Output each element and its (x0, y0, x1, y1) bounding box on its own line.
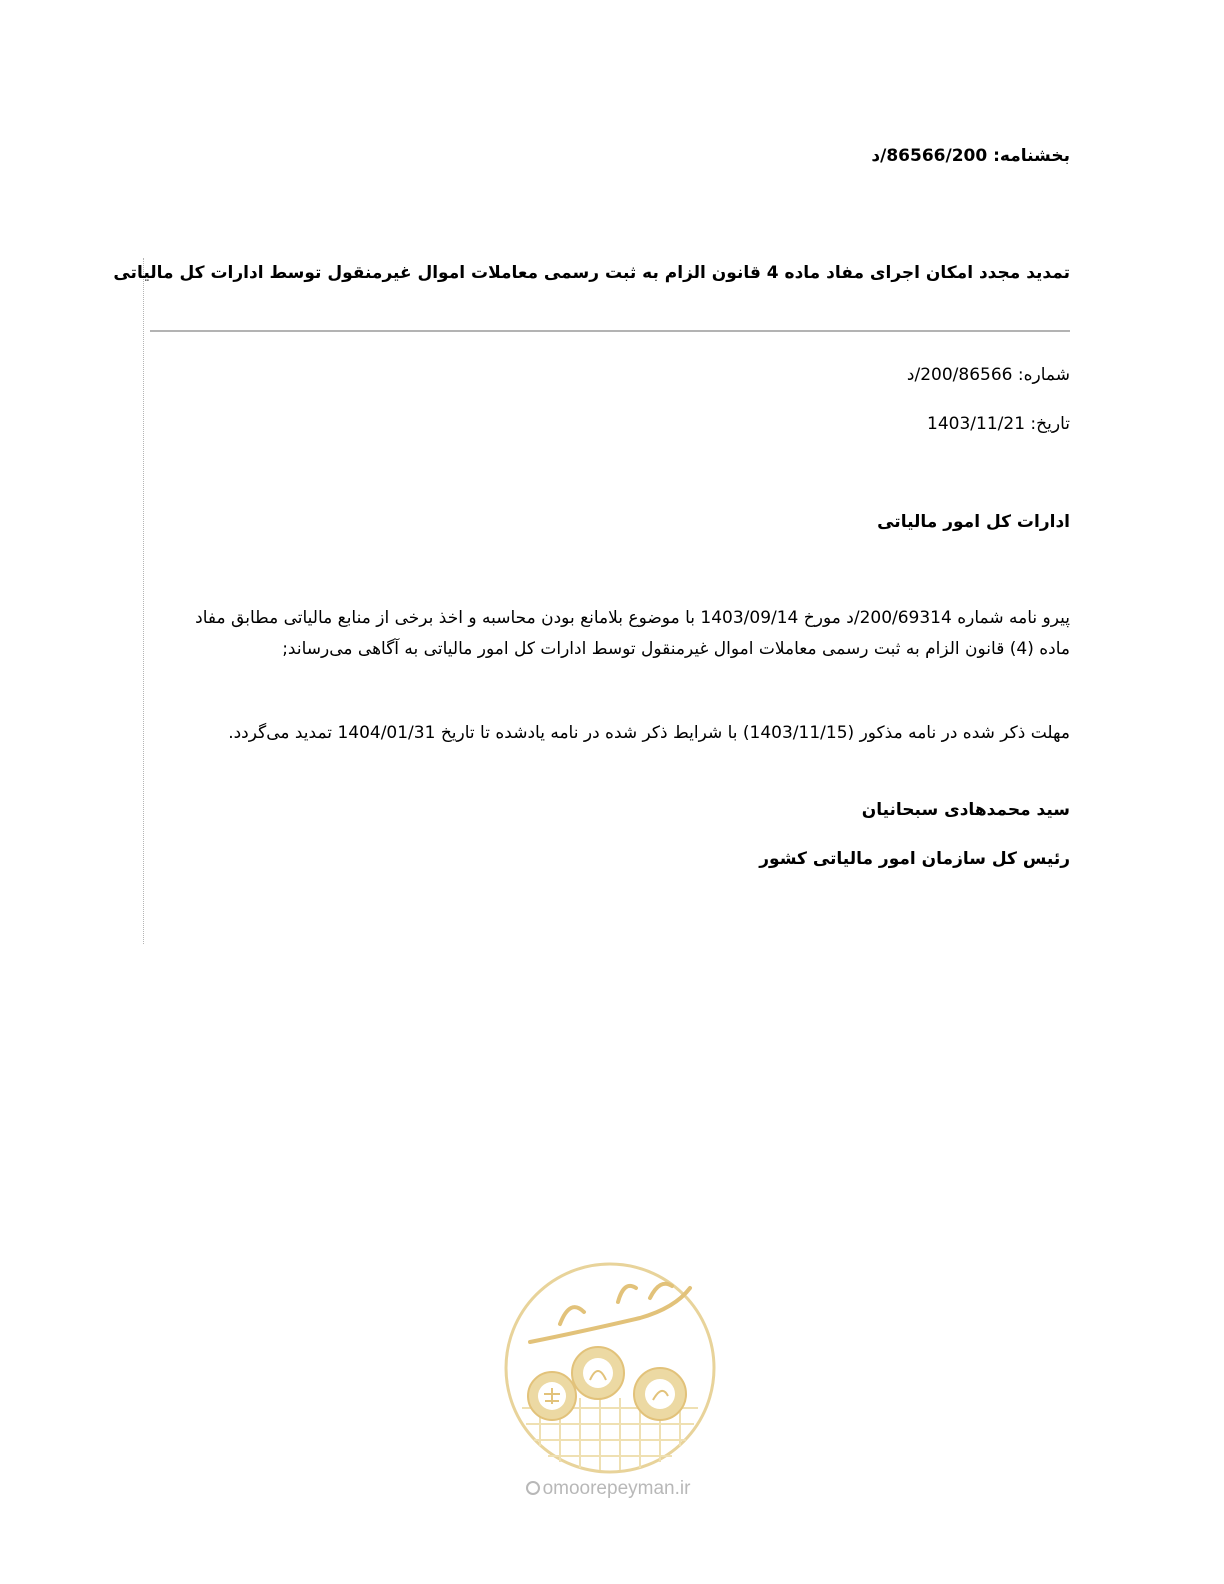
watermark-url-text: omoorepeyman.ir (542, 1478, 691, 1499)
signer-title: رئیس کل سازمان امور مالیاتی کشور (759, 849, 1070, 869)
circular-number: بخشنامه: 86566/200/د (871, 146, 1070, 166)
signer-name: سید محمدهادی سبحانیان (861, 800, 1070, 820)
body-paragraph-1: پیرو نامه شماره 200/69314/د مورخ 1403/09/14 با موضوع بلامانع بودن محاسبه و اخذ برخی از منابع مالیاتی مطابق مفاد ماده (4) قانون الزام به ثبت رسمی معاملات اموال غیرمنقول توسط ادارات کل امور مالیاتی به آگاهی می‌رساند; (195, 608, 1070, 659)
globe-icon (526, 1481, 540, 1495)
title-divider (150, 330, 1070, 332)
left-margin-rule (143, 258, 144, 944)
document-title: تمدید مجدد امکان اجرای مفاد ماده 4 قانون الزام به ثبت رسمی معاملات اموال غیرمنقول توسط ادارات کل مالیاتی (113, 263, 1070, 283)
watermark-url (508, 1478, 708, 1500)
letter-date: تاریخ: 1403/11/21 (927, 414, 1070, 434)
body-paragraph-2: مهلت ذکر شده در نامه مذکور (1403/11/15) با شرایط ذکر شده در نامه یادشده تا تاریخ 1404/01/31 تمدید می‌گردد. (228, 723, 1070, 743)
recipient: ادارات کل امور مالیاتی (877, 512, 1070, 532)
letter-number: شماره: 200/86566/د (906, 365, 1070, 385)
omoorepeyman-logo-icon (500, 1258, 720, 1478)
